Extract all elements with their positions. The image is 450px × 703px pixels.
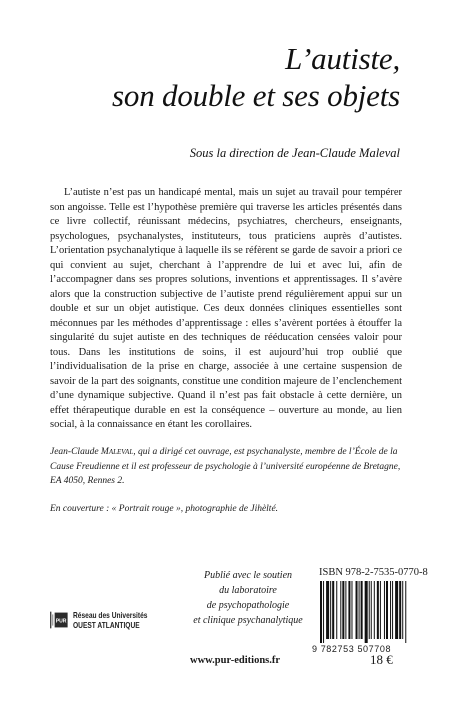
barcode-bar bbox=[326, 581, 329, 639]
barcode-bar bbox=[340, 581, 341, 639]
barcode-bar bbox=[399, 581, 401, 639]
book-title bbox=[112, 40, 400, 114]
barcode-bar bbox=[371, 581, 372, 639]
barcode-bar bbox=[345, 581, 346, 639]
barcode-icon bbox=[316, 581, 424, 643]
title-line-2: son double et ses objets bbox=[112, 78, 400, 113]
barcode-bar bbox=[359, 581, 360, 639]
barcode-bar bbox=[390, 581, 391, 639]
editor-subtitle: Sous la direction de Jean-Claude Maleval bbox=[189, 146, 400, 160]
author-last-name: Maleval bbox=[100, 447, 134, 457]
title-line-1: L’autiste, bbox=[285, 41, 400, 76]
barcode-bar bbox=[361, 581, 363, 639]
support-line-1: Publié avec le soutien bbox=[203, 570, 293, 581]
barcode-bar bbox=[323, 581, 324, 643]
barcode-bar bbox=[356, 581, 358, 639]
support-statement bbox=[178, 568, 318, 628]
back-cover-blurb bbox=[50, 186, 402, 433]
barcode-bar bbox=[380, 581, 381, 639]
publisher-url: www.pur-editions.fr bbox=[190, 655, 281, 666]
blurb-paragraph: L’autiste n’est pas un handicapé mental, mais un sujet au travail pour tempérer son angoisse. Telle est l’hypothèse première qui traverse les articles présentés dans ce livre collectif, réunissant médecins, psychiatres, chercheurs, enseignants, psychologues, psychanalystes, instituteurs, tous praticiens auprès d’autistes. L’orientation psychanalytique à laquelle ils se réfèrent se garde de savoir a priori ce qui convient au sujet, cherchant à l’apprendre de lui et avec lui, afin de l’accompagner dans ses propres solutions, inventions et apprentissages. Il s’avère alors que la construction subjective de l’autiste prend régulièrement appui sur un double et sur un objet autistique. Ces deux données cliniques essentielles sont méconnues par les méthodes d’apprentissage : elles s’avèrent portées à étouffer la singularité du sujet autiste en des techniques de rééducation censées valoir pour tous. Dans les institutions de soins, il est aujourd’hui trop oublié que l’individualisation de la prise en charge, associée à une certaine suspension de savoir de la part des soignants, constitue une condition majeure de l’enclenchement d’une dynamique subjective. Quand il n’est pas fait obstacle à cette dernière, un effet thérapeutique durable en est la conséquence – ouverture au monde, au lien social, à la connaissance en étant les corollaires. bbox=[50, 187, 402, 430]
logo-line-1: Réseau des Universités bbox=[72, 610, 148, 620]
support-line-4: et clinique psychanalytique bbox=[193, 615, 303, 626]
barcode-bar bbox=[402, 581, 403, 639]
logo-line-2: OUEST ATLANTIQUE bbox=[72, 620, 140, 630]
author-note bbox=[50, 445, 402, 489]
logo-mark-text: PUR bbox=[55, 618, 67, 625]
support-line-3: de psychopathologie bbox=[206, 600, 290, 611]
publisher-logo bbox=[50, 598, 168, 642]
author-bio: , qui a dirigé cet ouvrage, est psychanalyste, membre de l’École de la Cause Freudienne et il est professeur de psychologie à l’université européenne de Bretagne, EA 4050, Rennes 2. bbox=[50, 447, 401, 486]
support-line-2: du laboratoire bbox=[219, 585, 277, 596]
barcode-bar bbox=[386, 581, 388, 639]
barcode-bar bbox=[405, 581, 406, 643]
barcode-digits: 9 782753 507708 bbox=[312, 644, 392, 654]
barcode-bar bbox=[392, 581, 393, 639]
barcode-bar bbox=[384, 581, 385, 639]
barcode-bar bbox=[369, 581, 370, 639]
barcode-bar bbox=[377, 581, 379, 639]
barcode-bar bbox=[332, 581, 334, 639]
barcode-bar bbox=[336, 581, 337, 639]
barcode-bar bbox=[351, 581, 352, 639]
barcode-bar bbox=[330, 581, 331, 639]
pur-logo-icon bbox=[50, 598, 69, 642]
barcode-bar bbox=[395, 581, 398, 639]
price: 18 € bbox=[370, 652, 393, 667]
logo-text bbox=[73, 610, 147, 630]
cover-credit: En couverture : « Portrait rouge », photographie de Jihèlté. bbox=[50, 504, 279, 514]
barcode-bar bbox=[320, 581, 322, 643]
author-first-name: Jean-Claude bbox=[50, 447, 101, 457]
barcode-bar bbox=[348, 581, 350, 639]
barcode-bar bbox=[374, 581, 375, 639]
barcode-bar bbox=[365, 581, 368, 643]
barcode-bar bbox=[342, 581, 344, 639]
isbn-label: ISBN 978-2-7535-0770-8 bbox=[319, 567, 428, 578]
